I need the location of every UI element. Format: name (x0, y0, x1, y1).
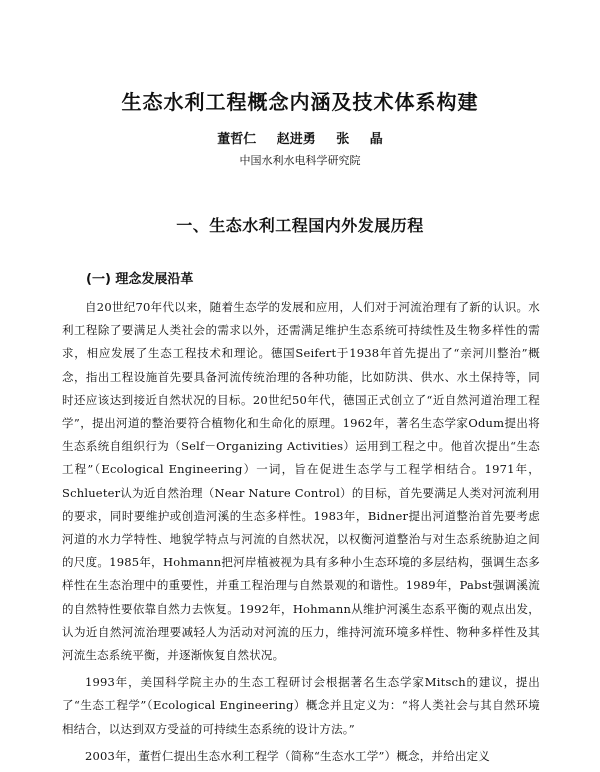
subsection-heading: (一) 理念发展沿革 (86, 272, 194, 287)
section-heading: 一、生态水利工程国内外发展历程 (176, 216, 424, 235)
paragraph: 1993年，美国科学院主办的生态工程研讨会根据著名生态学家Mitsch的建议，提出了“生态工程学”（Ecological Engineering）概念并且定义为：“将人类社会与其自然环境相结合，以达到双方受益的可持续生态系统的设计方法。” (62, 675, 540, 736)
paper-authors: 董哲仁 赵进勇 张 晶 (217, 132, 383, 147)
paragraph: 2003年，董哲仁提出生态水利工程学（简称“生态水工学”）概念，并给出定义 (85, 748, 490, 763)
author-affiliation: 中国水利水电科学研究院 (239, 154, 361, 167)
paper-title: 生态水利工程概念内涵及技术体系构建 (121, 90, 479, 114)
paragraph: 自20世纪70年代以来，随着生态学的发展和应用，人们对于河流治理有了新的认识。水利工程除了要满足人类社会的需求以外，还需满足维护生态系统可持续性及生物多样性的需求，相应发展了生态工程技术和理论。德国Seifert于1938年首先提出了“亲河川整治”概念，指出工程设施首先要具备河流传统治理的各种功能，比如防洪、供水、水土保持等，同时还应该达到接近自然状况的目标。20世纪50年代，德国正式创立了“近自然河道治理工程学”，提出河道的整治要符合植物化和生命化的原理。1962年，著名生态学家Odum提出将生态系统自组织行为（Self－Organizing Activities）运用到工程之中。他首次提出“生态工程”（Ecological Engineering）一词，旨在促进生态学与工程学相结合。1971年，Schlueter认为近自然治理（Near Nature Control）的目标，首先要满足人类对河流利用的要求，同时要维护或创造河溪的生态多样性。1983年，Bidner提出河道整治首先要考虑河道的水力学特性、地貌学特点与河流的自然状况，以权衡河道整治与对生态系统胁迫之间的尺度。1985年，Hohmann把河岸植被视为具有多种小生态环境的多层结构，强调生态多样性在生态治理中的重要性，并重工程治理与自然景观的和谐性。1989年，Pabst强调溪流的自然特性要依靠自然力去恢复。1992年，Hohmann从维护河溪生态系平衡的观点出发，认为近自然河流治理要减轻人为活动对河流的压力，维持河流环境多样性、物种多样性及其河流生态系统平衡，并逐渐恢复自然状况。 (62, 300, 540, 663)
body-text (62, 296, 540, 772)
